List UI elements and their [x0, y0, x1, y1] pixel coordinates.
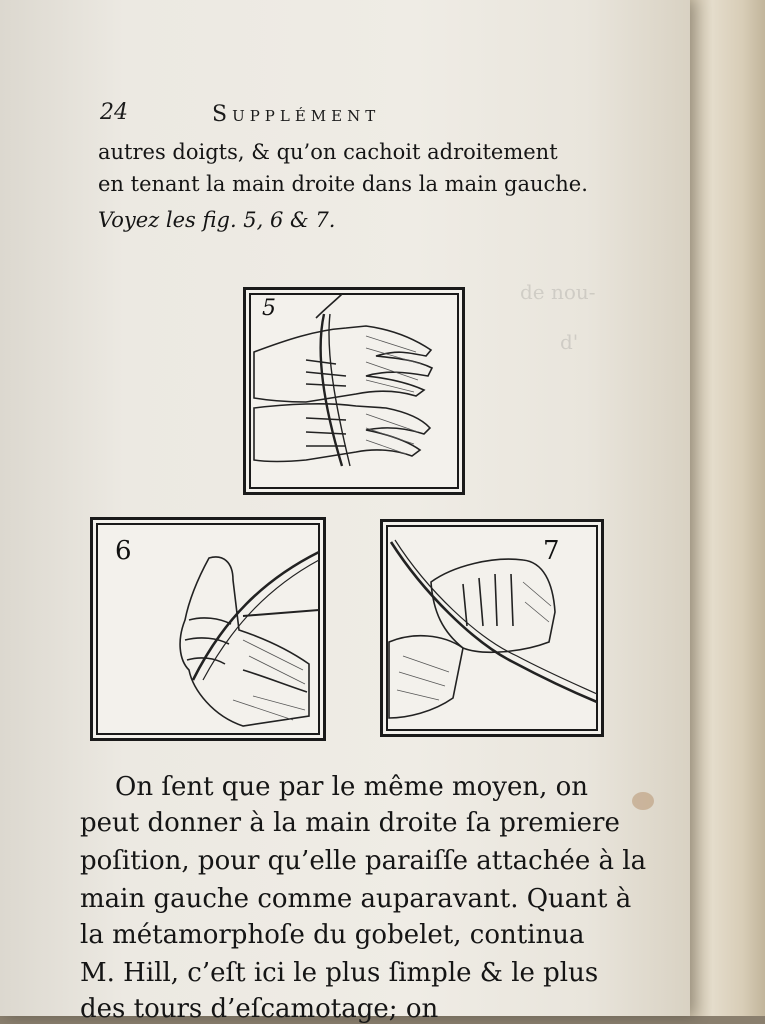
text-line: la métamorphoſe du gobelet, continua: [80, 920, 585, 950]
hands-with-string-illustration: [246, 290, 462, 492]
figure-number: 6: [115, 536, 132, 566]
show-through-text: de nou-: [520, 280, 596, 304]
book-edge: [690, 0, 765, 1016]
text-line: poſition, pour qu’elle paraiſſe attachée à la: [80, 846, 647, 876]
text-line: On ſent que par le même moyen, on: [115, 772, 589, 802]
text-line: des tours d’eſcamotage; on: [80, 994, 439, 1024]
clasped-hands-with-string-illustration: [383, 522, 601, 734]
text-line: en tenant la main droite dans la main gauche.: [98, 172, 588, 196]
figure-number: 7: [543, 536, 560, 566]
figure-6: [90, 517, 326, 741]
foxing-spot: [632, 792, 654, 810]
page-number: 24: [100, 100, 128, 125]
show-through-text: d': [560, 330, 579, 354]
text-line: peut donner à la main droite ſa premiere: [80, 808, 620, 838]
figure-7: [380, 519, 604, 737]
fist-with-string-illustration: [93, 520, 323, 738]
figure-5: [243, 287, 465, 495]
text-line: M. Hill, c’eſt ici le plus ſimple & le plus: [80, 958, 599, 988]
page-header: [100, 96, 600, 136]
figure-number: 5: [262, 296, 276, 321]
text-line: main gauche comme auparavant. Quant à: [80, 884, 632, 914]
running-title: Supplément: [212, 102, 381, 127]
figure-reference: Voyez les fig. 5, 6 & 7.: [98, 208, 336, 232]
text-line: autres doigts, & qu’on cachoit adroitement: [98, 140, 558, 164]
